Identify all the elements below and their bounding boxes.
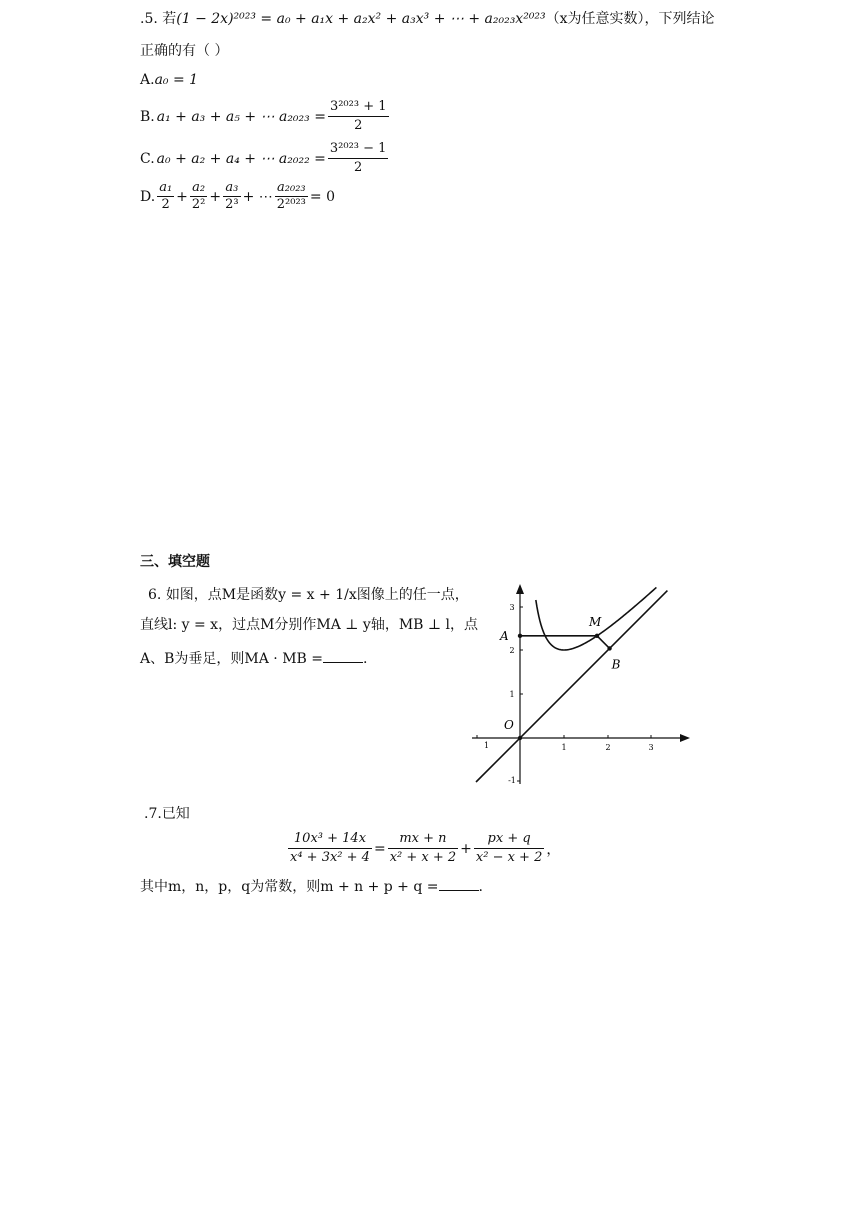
q6-line3-end: .	[363, 651, 368, 667]
q5-stem	[140, 8, 715, 28]
q7-lhs-den: x⁴ + 3x² + 4	[290, 850, 370, 865]
q5-c-lhs: a₀ + a₂ + a₄ + ⋯ a₂₀₂₂ =	[156, 150, 326, 167]
x-tick-label-1: 1	[561, 743, 567, 752]
q5-d-frac2	[190, 180, 207, 213]
label-o: O	[504, 718, 514, 732]
q5-b-label: B.	[140, 108, 155, 125]
q7-f1-num: mx + n	[388, 830, 458, 849]
section-title: 三、填空题	[140, 554, 210, 570]
q5-d-plus3: + ⋯	[242, 188, 273, 205]
y-tick-label-2: 2	[509, 646, 515, 655]
q5-number: .5.	[140, 11, 158, 27]
q6-answer-blank[interactable]	[323, 650, 363, 663]
y-tick-label-1: 1	[509, 690, 515, 699]
q5-stem-expr: (1 − 2x)²⁰²³ = a₀ + a₁x + a₂x² + a₃x³ + ⋯ + a₂₀₂₃x²⁰²³	[176, 11, 546, 27]
q5-a-expr: a₀ = 1	[154, 72, 199, 88]
q5-option-c	[140, 140, 388, 177]
q7-tail	[140, 876, 483, 896]
x-tick-label-3: 3	[648, 743, 654, 752]
label-a: A	[500, 628, 509, 643]
x-tick-label-neg1: 1	[484, 741, 490, 750]
q5-d-f4-den: 2²⁰²³	[276, 197, 306, 212]
q5-d-plus1: +	[176, 188, 188, 205]
q5-d-f4-num: a₂₀₂₃	[275, 180, 308, 197]
q5-c-den: 2	[354, 160, 363, 175]
q5-d-label: D.	[140, 188, 156, 205]
q7-answer-blank[interactable]	[439, 878, 479, 891]
point-b	[607, 646, 611, 650]
q5-d-f2-den: 2²	[191, 197, 206, 212]
q7-f2-fraction	[474, 830, 544, 867]
q6-line1	[148, 584, 469, 604]
y-tick-label-3: 3	[509, 603, 515, 612]
q5-d-f1-den: 2	[161, 197, 170, 212]
y-axis-arrow	[516, 584, 524, 594]
q7-number: .7.	[144, 806, 162, 822]
x-tick-label-2: 2	[605, 743, 611, 752]
q5-d-f3-den: 2³	[225, 197, 239, 212]
segment-mb	[597, 636, 610, 649]
q5-b-den: 2	[354, 118, 363, 133]
q5-c-label: C.	[140, 150, 155, 167]
q7-comma: ，	[546, 841, 561, 858]
q7-lead	[144, 803, 190, 823]
x-axis-arrow	[680, 734, 690, 742]
q5-d-plus2: +	[209, 188, 222, 205]
q7-f2-num: px + q	[474, 830, 544, 849]
q7-equation	[288, 830, 560, 867]
q5-option-a	[140, 72, 198, 88]
q7-f1-fraction	[388, 830, 458, 867]
q5-stem-line2: 正确的有（ ）	[140, 43, 229, 59]
q5-d-rhs: = 0	[309, 188, 335, 205]
q5-d-frac3	[223, 180, 240, 213]
point-a	[518, 634, 522, 638]
label-m: M	[589, 614, 602, 629]
q5-d-f1-num: a₁	[159, 180, 173, 195]
line-l	[476, 591, 667, 782]
q7-eq: =	[373, 840, 386, 857]
q5-b-lhs: a₁ + a₃ + a₅ + ⋯ a₂₀₂₃ =	[156, 108, 326, 125]
q6-line1-text: 如图，点M是函数y = x + 1/x图像上的任一点，	[165, 587, 469, 603]
q5-option-b	[140, 98, 389, 135]
q7-f1-den: x² + x + 2	[389, 850, 457, 865]
q7-tail-text: 其中m，n，p，q为常数，则m + n + p + q =	[140, 879, 439, 895]
q5-stem-paren: （x为任意实数），下列结论	[545, 11, 715, 27]
q7-f2-den: x² − x + 2	[475, 850, 543, 865]
q7-plus: +	[460, 840, 472, 857]
q6-number: 6.	[148, 587, 162, 603]
q5-b-num: 3²⁰²³ + 1	[328, 98, 389, 117]
label-b: B	[611, 657, 621, 672]
q5-option-d	[140, 180, 335, 213]
q5-d-frac4	[275, 180, 308, 213]
q6-line3	[140, 648, 367, 668]
q5-stem-pre: 若	[162, 11, 177, 27]
q5-d-f2-num: a₂	[190, 180, 207, 197]
q7-lead-text: 已知	[161, 806, 190, 822]
q6-line2: 直线l: y = x，过点M分别作MA ⊥ y轴，MB ⊥ l，点	[140, 617, 479, 633]
q7-tail-end: .	[478, 879, 483, 895]
q5-d-f3-num: a₃	[223, 180, 240, 197]
q7-lhs-num: 10x³ + 14x	[288, 830, 372, 849]
point-m	[595, 634, 599, 638]
q7-lhs-fraction	[288, 830, 372, 867]
q5-d-frac1	[157, 180, 174, 213]
point-o	[518, 736, 522, 740]
q5-a-label: A.	[140, 72, 155, 88]
q5-c-fraction	[328, 140, 389, 177]
q6-line3-text: A、B为垂足，则MA · MB =	[140, 651, 323, 667]
q5-b-fraction	[328, 98, 389, 135]
q5-c-num: 3²⁰²³ − 1	[328, 140, 389, 159]
y-tick-label-neg1: -1	[508, 776, 516, 785]
function-graph	[468, 580, 694, 790]
